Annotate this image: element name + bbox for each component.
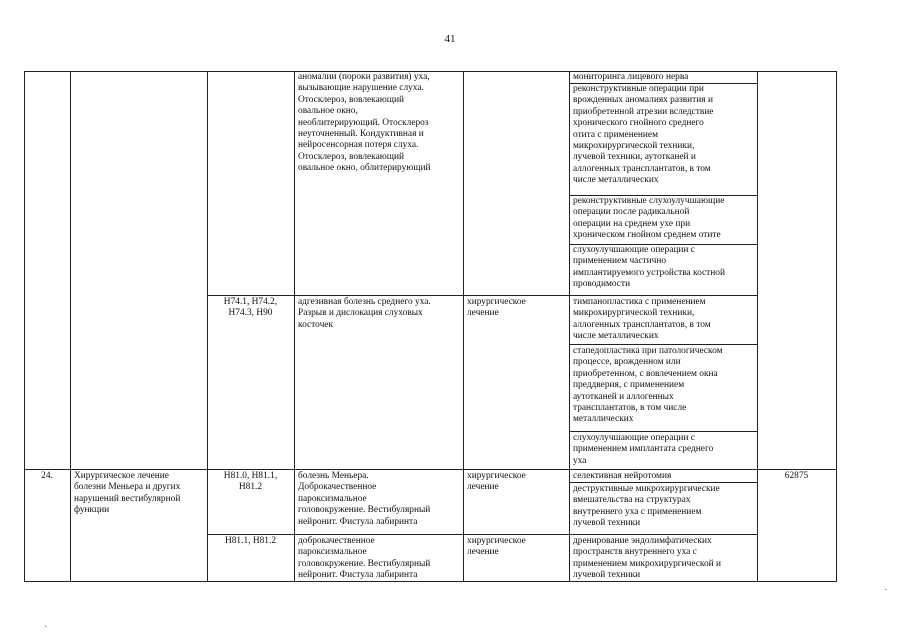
row-border	[207, 534, 757, 535]
text-line: операции после радикальной	[573, 207, 690, 218]
text-line: адгезивная болезнь среднего уха.	[298, 297, 431, 307]
procedure-name-cell	[74, 471, 180, 517]
col-border	[463, 71, 464, 582]
text-line: реконструктивные слухоулучшающие	[573, 196, 725, 206]
method-cell	[573, 484, 720, 530]
text-line: аномалии (пороки развития) уха,	[298, 72, 430, 82]
text-line: лечение	[467, 308, 499, 319]
method-border	[569, 431, 757, 432]
scan-mark: ·	[44, 622, 48, 633]
text-line: хирургическое	[467, 297, 526, 307]
text-line: головокружение. Вестибулярный	[298, 505, 431, 516]
text-line: отита с применением	[573, 129, 659, 140]
text-line: стапедопластика при патологическом	[573, 346, 723, 356]
text-line: косточек	[298, 319, 334, 330]
text-line: пространств внутреннего уха с	[573, 547, 697, 558]
medical-care-table	[24, 71, 837, 582]
text-line: неуточненный. Кондуктивная и	[298, 129, 424, 140]
text-line: хронического гнойного среднего	[573, 118, 704, 129]
method-cell	[573, 196, 724, 242]
text-line: головокружение. Вестибулярный	[298, 558, 431, 569]
col-border	[294, 71, 295, 582]
col-border	[569, 71, 570, 582]
text-line: овальное окно,	[298, 106, 358, 117]
page-number: 41	[444, 33, 456, 45]
method-cell	[573, 433, 713, 467]
treatment-cell	[467, 471, 526, 494]
text-line: нарушений вестибулярной	[74, 493, 181, 504]
col-border	[757, 71, 758, 582]
text-line: применением частично	[573, 256, 667, 267]
text-line: нейронит. Фистула лабиринта	[298, 570, 418, 581]
text-line: хирургическое	[467, 471, 526, 481]
method-cell	[573, 471, 671, 482]
text-line: Разрыв и дислокация слуховых	[298, 308, 423, 319]
codes-cell	[207, 536, 294, 547]
text-line: функции	[74, 505, 110, 516]
text-line: лучевой техники	[573, 570, 641, 581]
col-border	[70, 71, 71, 582]
text-line: слухоулучшающие операции с	[573, 433, 695, 443]
text-line: аллогенных трансплантатов, в том	[573, 319, 711, 330]
treatment-cell	[467, 297, 526, 320]
text-line: уха	[573, 455, 587, 466]
treatment-cell	[467, 536, 526, 559]
row-number: 24.	[41, 471, 53, 481]
text-line: мониторинга лицевого нерва	[573, 72, 689, 82]
text-line: необлитерирующий. Отосклероз	[298, 117, 429, 128]
text-line: вмешательства на структурах	[573, 495, 691, 506]
col-border	[24, 71, 25, 582]
text-line: пароксизмальное	[298, 547, 367, 558]
method-cell	[573, 346, 723, 426]
text-line: операции на среднем ухе при	[573, 218, 691, 229]
text-line: числе металлических	[573, 175, 659, 186]
text-line: Отосклероз, вовлекающий	[298, 94, 405, 105]
diagnosis-cell	[298, 72, 431, 175]
text-line: деструктивные микрохирургические	[573, 484, 720, 494]
text-line: H74.1, H74.2,	[223, 297, 278, 307]
text-line: H81.2	[238, 482, 263, 493]
text-line: применением имплантата среднего	[573, 444, 714, 455]
text-line: дренирование эндолимфатических	[573, 536, 712, 546]
text-line: микрохирургической техники,	[573, 141, 695, 152]
diagnosis-cell	[298, 536, 430, 582]
text-line: врожденных аномалиях развития и	[573, 95, 713, 106]
text-line: внутреннего уха с применением	[573, 506, 702, 517]
text-line: преддверия, с применением	[573, 380, 685, 391]
cost-cell: 62875	[784, 471, 809, 481]
row-border	[24, 469, 837, 470]
text-line: нейросенсорная потеря слуха.	[298, 140, 419, 151]
method-cell	[573, 84, 713, 187]
text-line: хроническом гнойном среднем отите	[573, 230, 721, 241]
text-line: трансплантатов, в том числе	[573, 403, 687, 414]
text-line: доброкачественное	[298, 536, 375, 546]
text-line: Отосклероз, вовлекающий	[298, 151, 405, 162]
text-line: Хирургическое лечение	[74, 471, 169, 481]
text-line: Доброкачественное	[298, 482, 377, 493]
text-line: лечение	[467, 482, 499, 493]
text-line: овальное окно, облитерирующий	[298, 163, 431, 174]
text-line: микрохирургической техники,	[573, 308, 695, 319]
text-line: имплантируемого устройства костной	[573, 267, 725, 278]
method-cell	[573, 297, 711, 343]
text-line: болезнь Меньера.	[298, 471, 369, 481]
method-cell	[573, 72, 688, 83]
method-cell	[573, 536, 721, 582]
text-line: числе металлических	[573, 331, 659, 342]
text-line: реконструктивные операции при	[573, 84, 704, 94]
text-line: лучевой техники, аутотканей и	[573, 152, 696, 163]
text-line: пароксизмальное	[298, 493, 367, 504]
method-border	[569, 344, 757, 345]
scan-mark: ·	[884, 585, 888, 596]
text-line: H81.0, H81.1,	[223, 471, 278, 481]
diagnosis-cell	[298, 297, 431, 331]
text-line: применением микрохирургической и	[573, 558, 722, 569]
row-border	[207, 295, 757, 296]
text-line: лучевой техники	[573, 518, 641, 529]
text-line: процессе, врожденном или	[573, 357, 681, 368]
text-line: H81.1, H81.2	[224, 536, 277, 546]
text-line: хирургическое	[467, 536, 526, 546]
text-line: H74.3, H90	[228, 308, 273, 319]
col-border	[836, 71, 837, 582]
text-line: селективная нейротомия	[573, 471, 672, 481]
text-line: аллогенных трансплантатов, в том	[573, 163, 711, 174]
text-line: проводимости	[573, 279, 631, 290]
codes-cell	[207, 297, 294, 320]
method-cell	[573, 245, 725, 291]
text-line: лечение	[467, 547, 499, 558]
text-line: приобретенной атрезии вследствие	[573, 106, 714, 117]
text-line: приобретенном, с вовлечением окна	[573, 368, 718, 379]
text-line: аутотканей и аллогенных	[573, 391, 674, 402]
text-line: металлических	[573, 414, 634, 425]
codes-cell	[207, 471, 294, 494]
text-line: болезни Меньера и других	[74, 482, 181, 493]
diagnosis-cell	[298, 471, 430, 528]
text-line: слухоулучшающие операции с	[573, 245, 695, 255]
text-line: тимпанопластика с применением	[573, 297, 706, 307]
col-border	[207, 71, 208, 582]
text-line: нейронит. Фистула лабиринта	[298, 516, 418, 527]
text-line: вызывающие нарушение слуха.	[298, 83, 424, 94]
